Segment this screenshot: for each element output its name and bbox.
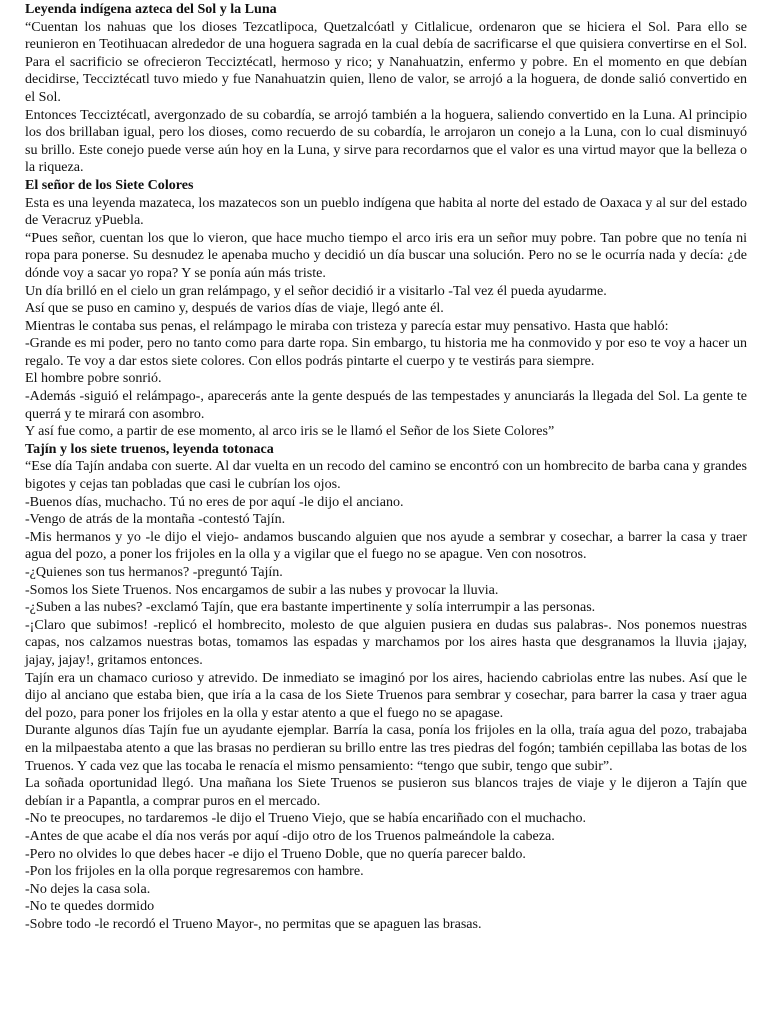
paragraph: -¿Quienes son tus hermanos? -preguntó Tajín.	[25, 564, 283, 580]
paragraph: “Cuentan los nahuas que los dioses Tezcatlipoca, Quetzalcóatl y Citlalicue, ordenaron que se hiciera el Sol. Para ello se reunieron en Teotihuacan alrededor de una hoguera sagrada en la cual debía de sacrificarse el que quisiera convertirse en el Sol. Para el sacrificio se ofrecieron Tecciztécatl, hermoso y rico; y Nanahuatzin, enfermo y pobre. En el momento en que debían decidirse, Tecciztécatl tuvo miedo y fue Nanahuatzin quien, lleno de valor, se arrojó a la hoguera, de donde salió convertido en el Sol.	[25, 18, 747, 105]
paragraph: -Grande es mi poder, pero no tanto como para darte ropa. Sin embargo, tu historia me ha conmovido y por eso te voy a hacer un regalo. Te voy a dar estos siete colores. Con ellos podrás pintarte el cuerpo y te vestirás para siempre.	[25, 335, 747, 369]
paragraph: “Pues señor, cuentan los que lo vieron, que hace mucho tiempo el arco iris era un señor muy pobre. Tan pobre que no tenía ni ropa para ponerse. Su desnudez le apenaba mucho y decidió un día buscar una solución. Pero no se le ocurría nada y decía: ¿de dónde voy a sacar yo ropa? Y se ponía aún más triste.	[25, 229, 747, 281]
paragraph: -¿Suben a las nubes? -exclamó Tajín, que era bastante impertinente y solía interrumpir a las personas.	[25, 599, 596, 616]
paragraph: El hombre pobre sonrió.	[25, 370, 162, 387]
paragraph: -Además -siguió el relámpago-, aparecerás ante la gente después de las tempestades y anunciarás la llegada del Sol. La gente te querrá y te mirará con asombro.	[25, 388, 747, 422]
section-tajin	[25, 441, 747, 934]
paragraph: “Ese día Tajín andaba con suerte. Al dar vuelta en un recodo del camino se encontró con un hombrecito de barba cana y grandes bigotes y cejas tan pobladas que casi le cubrían los ojos.	[25, 458, 747, 493]
paragraph: -Vengo de atrás de la montaña -contestó Tajín.	[25, 511, 286, 528]
paragraph: -Mis hermanos y yo -le dijo el viejo- andamos buscando alguien que nos ayude a sembrar y cosechar, a barrer la casa y traer agua del pozo, a poner los frijoles en la olla y a vigilar que el fuego no se apague. Ven con nosotros.	[25, 528, 747, 563]
paragraph: -Pon los frijoles en la olla porque regresaremos con hambre.	[25, 863, 364, 880]
paragraph: La soñada oportunidad llegó. Una mañana los Siete Truenos se pusieron sus blancos trajes de viaje y le dijeron a Tajín que debían ir a Papantla, a comprar puros en el mercado.	[25, 775, 747, 809]
paragraph: -Somos los Siete Truenos. Nos encargamos de subir a las nubes y provocar la lluvia.	[25, 581, 499, 598]
section-sol-luna	[25, 0, 747, 177]
section-title: Leyenda indígena azteca del Sol y la Luna	[25, 1, 277, 17]
paragraph: Así que se puso en camino y, después de varios días de viaje, llegó ante él.	[25, 300, 444, 317]
paragraph: Entonces Tecciztécatl, avergonzado de su cobardía, se arrojó también a la hoguera, saliendo convertido en la Luna. Al principio los dos brillaban igual, pero los dioses, como recuerdo de su cobardía, le arrojaron un conejo a la Luna, con lo cual disminuyó su brillo. Este conejo puede verse aún hoy en la Luna, y sirve para recordarnos que el valor es una virtud mayor que la belleza o la riqueza.	[25, 106, 747, 176]
paragraph: -Sobre todo -le recordó el Trueno Mayor-, no permitas que se apaguen las brasas.	[25, 915, 482, 932]
document-page	[25, 0, 747, 933]
paragraph: -Buenos días, muchacho. Tú no eres de por aquí -le dijo el anciano.	[25, 493, 404, 510]
paragraph: -No te quedes dormido	[25, 898, 155, 915]
paragraph: Tajín era un chamaco curioso y atrevido. De inmediato se imaginó por los aires, haciendo cabriolas entre las nubes. Así que le dijo al anciano que estaba bien, que iría a la casa de los Siete Truenos para sembrar y cosechar, para barrer la casa y traer agua del pozo, para poner los frijoles en la olla y estar atento a que el fuego no se apagase.	[25, 669, 747, 721]
paragraph: -Pero no olvides lo que debes hacer -e dijo el Trueno Doble, que no quería parecer baldo.	[25, 845, 526, 862]
paragraph: -Antes de que acabe el día nos verás por aquí -dijo otro de los Truenos palmeándole la cabeza.	[25, 827, 555, 844]
section-title: Tajín y los siete truenos, leyenda totonaca	[25, 440, 274, 457]
section-title: El señor de los Siete Colores	[25, 176, 194, 193]
paragraph: -¡Claro que subimos! -replicó el hombrecito, molesto de que alguien pusiera en dudas sus palabras-. Nos ponemos nuestras capas, nos calzamos nuestras botas, tomamos las espadas y marchamos por los aires hasta que desgranamos la lluvia ¡jajay, jajay, jajay!, gritamos entonces.	[25, 616, 747, 668]
paragraph: -No te preocupes, no tardaremos -le dijo el Trueno Viejo, que se había encariñado con el muchacho.	[25, 810, 586, 827]
paragraph: -No dejes la casa sola.	[25, 880, 151, 897]
paragraph: Un día brilló en el cielo un gran relámpago, y el señor decidió ir a visitarlo -Tal vez él pueda ayudarme.	[25, 282, 607, 299]
section-siete-colores	[25, 177, 747, 441]
paragraph: Mientras le contaba sus penas, el relámpago le miraba con tristeza y parecía estar muy pensativo. Hasta que habló:	[25, 317, 669, 334]
paragraph: Y así fue como, a partir de ese momento, al arco iris se le llamó el Señor de los Siete Colores”	[25, 423, 555, 440]
paragraph: Esta es una leyenda mazateca, los mazatecos son un pueblo indígena que habita al norte del estado de Oaxaca y al sur del estado de Veracruz yPuebla.	[25, 194, 747, 229]
paragraph: Durante algunos días Tajín fue un ayudante ejemplar. Barría la casa, ponía los frijoles en la olla, traía agua del pozo, trabajaba en la milpaestaba atento a que las brasas no perdieran su brillo entre las tres piedras del fogón; también cepillaba las botas de los Truenos. Y cada vez que las tocaba le renacía el mismo pensamiento: “tengo que subir, tengo que subir”.	[25, 722, 748, 774]
